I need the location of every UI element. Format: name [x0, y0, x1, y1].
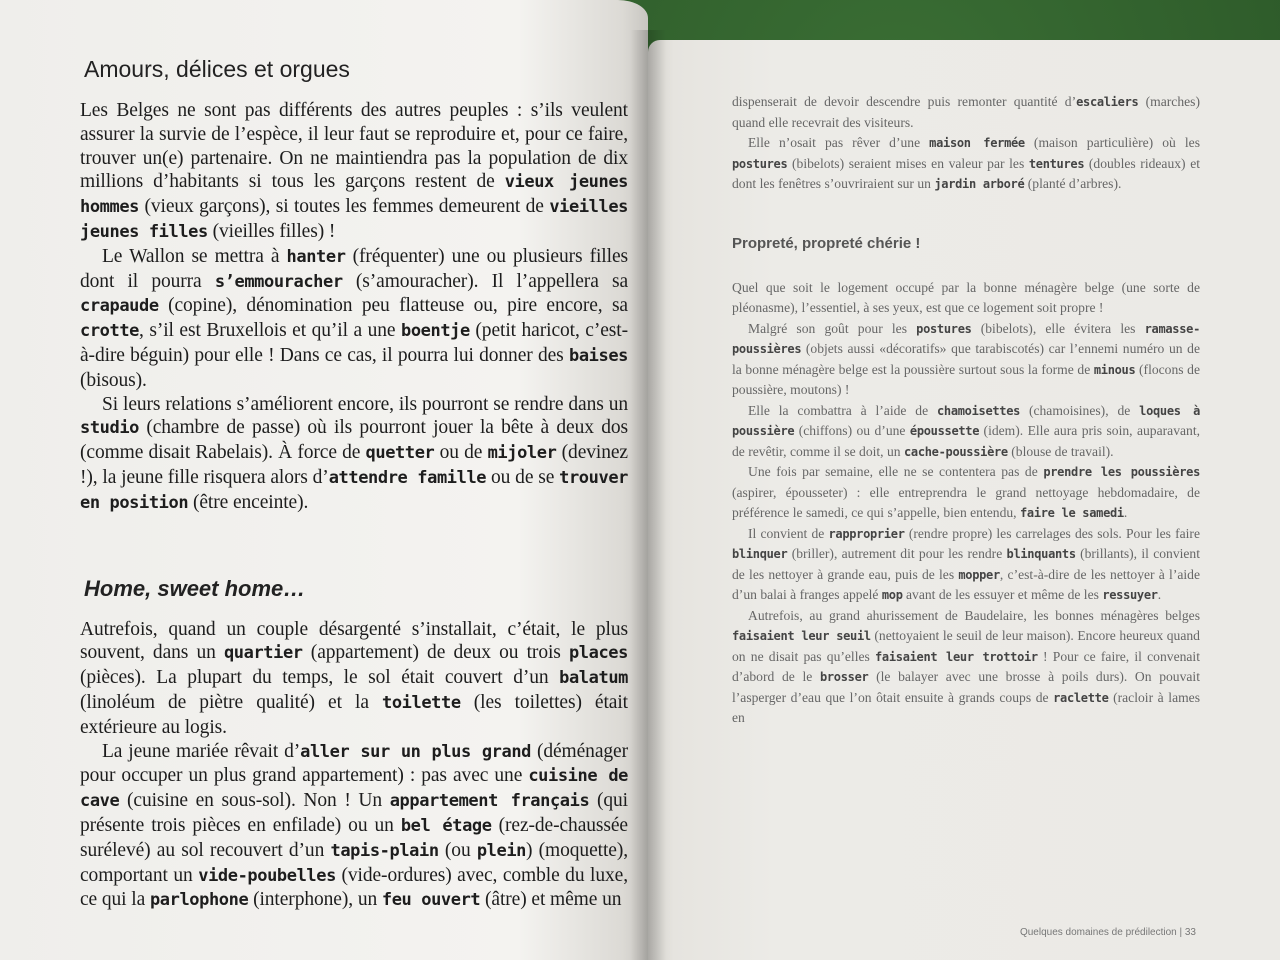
- paragraph: Elle n’osait pas rêver d’une maison fermée (maison particulière) où les postures (bibelots) seraient mises en valeur par les tentures (doubles rideaux) et dont les fenêtres s’ouvriraient sur un jardin arboré (planté d’arbres).: [732, 135, 1201, 191]
- section-title-home: Home, sweet home…: [84, 575, 306, 601]
- paragraph: Autrefois, au grand ahurissement de Baudelaire, les bonnes ménagères belges faisaient leur seuil (nettoyaient le seuil de leur maison). Encore heureux quand on ne disait pas qu’elles faisaient leur trottoir ! Pour ce faire, il convenait d’abord de le brosser (le balayer avec une brosse à poils durs). On pouvait l’asperger d’eau que l’on ôtait ensuite à grands coups de raclette (racloir à lames en: [732, 607, 1200, 725]
- paragraph: Le Wallon se mettra à hanter (fréquenter) une ou plusieurs filles dont il pourra s’emmouracher (s’amouracher). Il l’appellera sa crapaude (copine), dénomination peu flatteuse ou, pire encore, sa crotte, s’il est Bruxellois et qu’il a une boentje (petit haricot, c’est-à-dire béguin) pour elle ! Dans ce cas, il pourra lui donner des baises (bisous).: [80, 245, 629, 391]
- paragraph: Malgré son goût pour les postures (bibelots), elle évitera les ramasse-poussières (objets aussi «décoratifs» que tarabiscotés) car l’ennemi numéro un de la bonne ménagère belge est la poussière surtout sous la forme de minous (flocons de poussière, moutons) !: [732, 320, 1200, 397]
- right-page: [648, 40, 1280, 960]
- paragraph: Elle la combattra à l’aide de chamoisettes (chamoisines), de loques à poussière (chiffons) ou d’une époussette (idem). Elle aura pris soin, auparavant, de revêtir, comme il se doit, un cache-poussière (blouse de travail).: [732, 402, 1201, 459]
- book-gutter: [630, 30, 666, 960]
- paragraph: La jeune mariée rêvait d’aller sur un plus grand (déménager pour occuper un plus grand appartement) : pas avec une cuisine de cave (cuisine en sous-sol). Non ! Un appartement français (qui présente trois pièces en enfilade) ou un bel étage (rez-de-chaussée surélevé) au sol recouvert d’un tapis-plain (ou plein) (moquette), comportant un vide-poubelles (vide-ordures) avec, comble du luxe, ce qui la parlophone (interphone), un feu ouvert (âtre) et même un: [80, 740, 629, 911]
- paragraph: Il convient de rapproprier (rendre propre) les carrelages des sols. Pour les faire blinquer (briller), autrement dit pour les rendre blinquants (brillants), il convient de les nettoyer à grande eau, puis de les mopper, c’est-à-dire de les nettoyer à l’aide d’un balai à franges appelé mop avant de les essuyer et même de les ressuyer.: [732, 525, 1201, 602]
- section-title-proprete: Propreté, propreté chérie !: [732, 234, 921, 252]
- left-page-text: [80, 56, 628, 913]
- section-title-amours: Amours, délices et orgues: [84, 56, 350, 82]
- paragraph: Si leurs relations s’améliorent encore, ils pourront se rendre dans un studio (chambre de passe) où ils pourront jouer la bête à deux dos (comme disait Rabelais). À force de quetter ou de mijoler (devinez !), la jeune fille risquera alors d’attendre famille ou de se trouver en position (être enceinte).: [80, 393, 628, 513]
- paragraph: Quel que soit le logement occupé par la bonne ménagère belge (une sorte de pléonasme), l’essentiel, à ses yeux, est que ce logement soit propre !: [732, 279, 1200, 315]
- paragraph: Les Belges ne sont pas différents des autres peuples : s’ils veulent assurer la survie de l’espèce, il leur faut se reproduire et, pour ce faire, trouver un(e) partenaire. On ne maintiendra pas la population de dix millions d’habitants si tous les garçons restent de vieux jeunes hommes (vieux garçons), si toutes les femmes demeurent de vieilles jeunes filles (vieilles filles) !: [80, 100, 628, 242]
- right-page-text: [732, 92, 1200, 729]
- page-footer: Quelques domaines de prédilection | 33: [1019, 927, 1196, 938]
- paragraph: Une fois par semaine, elle ne se contentera pas de prendre les poussières (aspirer, épousseter) : elle entreprendra le grand nettoyage hebdomadaire, de préférence le samedi, ce qui s’appelle, bien entendu, faire le samedi.: [732, 464, 1201, 520]
- paragraph: Autrefois, quand un couple désargenté s’installait, c’était, le plus souvent, dans un quartier (appartement) de deux ou trois places (pièces). La plupart du temps, le sol était couvert d’un balatum (linoléum de piètre qualité) et la toilette (les toilettes) était extérieure au logis.: [80, 618, 628, 738]
- paragraph: dispenserait de devoir descendre puis remonter quantité d’escaliers (marches) quand elle recevrait des visiteurs.: [732, 94, 1200, 130]
